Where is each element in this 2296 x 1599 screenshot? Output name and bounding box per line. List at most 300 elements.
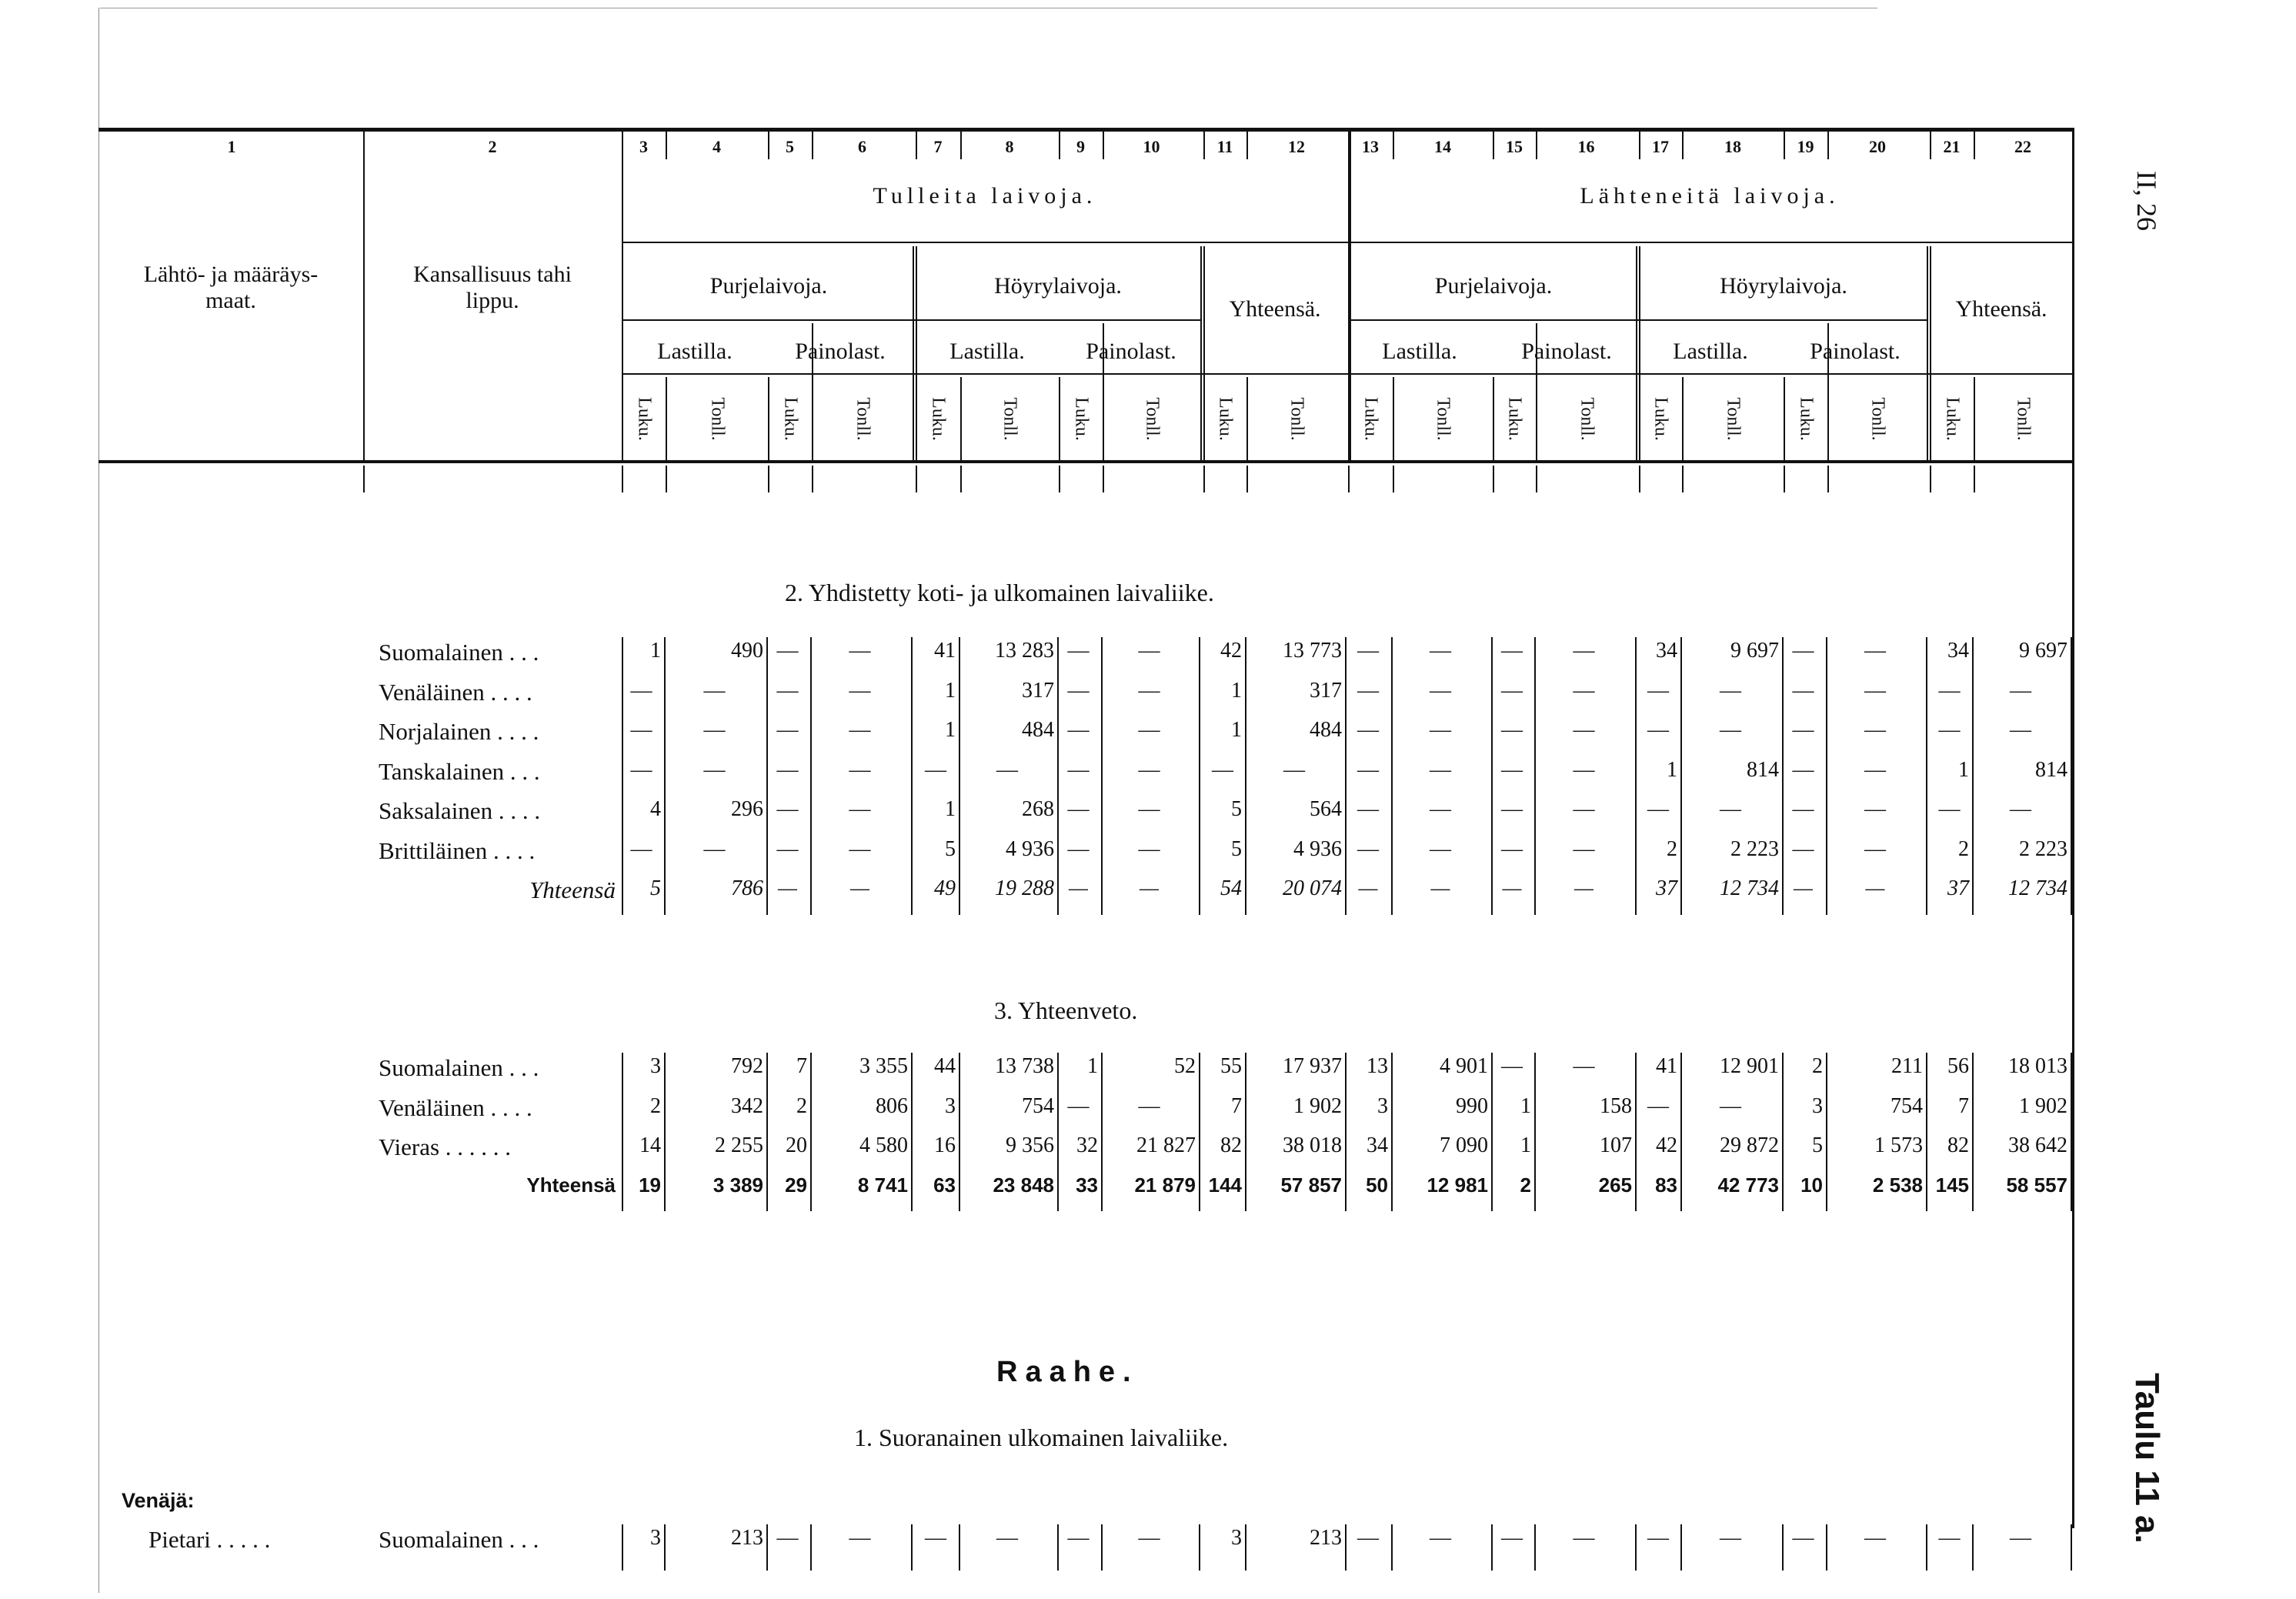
row-label: Vieras . . . . . .: [379, 1133, 512, 1160]
table-cell: —: [1067, 639, 1090, 663]
table-top-border: [98, 128, 2072, 132]
tons-label: Tonll.: [853, 397, 873, 441]
table-cell: —: [849, 836, 871, 861]
table-cell: —: [1720, 678, 1741, 703]
table-cell: 342: [731, 1093, 763, 1118]
cell-divider: [1199, 637, 1200, 677]
table-cell: —: [1573, 639, 1595, 663]
cell-divider: [1926, 677, 1927, 717]
table-cell: 56: [1947, 1054, 1969, 1078]
table-cell: 13 773: [1283, 639, 1342, 663]
cell-divider: [1926, 637, 1927, 677]
col-tick: [622, 466, 623, 492]
table-cell: —: [1430, 836, 1451, 861]
count-label: Luku.: [780, 397, 800, 441]
cell-divider: [1345, 875, 1347, 915]
col-divider: [960, 377, 962, 462]
table-cell: —: [1573, 797, 1595, 821]
table-cell: —: [1647, 797, 1669, 821]
table-right-border: [2072, 128, 2074, 1528]
col-divider: [768, 377, 769, 462]
table-cell: —: [1792, 678, 1814, 703]
table-cell: 213: [731, 1526, 763, 1550]
table-cell: 8 741: [857, 1173, 908, 1197]
table-cell: —: [778, 876, 797, 900]
cell-divider: [1199, 1093, 1200, 1133]
table-cell: —: [1865, 876, 1885, 900]
col-tick: [1682, 466, 1684, 492]
table-cell: —: [1573, 1054, 1595, 1078]
table-cell: 13: [1367, 1054, 1388, 1078]
header-loaded-sail-in: Lastilla.: [657, 339, 733, 364]
table-cell: 2: [650, 1093, 661, 1118]
table-cell: 41: [934, 639, 956, 663]
column-number: 11: [1216, 137, 1233, 156]
table-cell: 42 773: [1717, 1173, 1779, 1197]
table-cell: 3: [650, 1054, 661, 1078]
cell-divider: [1345, 677, 1347, 717]
col-tick: [1930, 466, 1931, 492]
row-label: Norjalainen . . . .: [379, 718, 539, 745]
table-cell: —: [849, 1526, 871, 1550]
table-cell: 4 936: [1006, 836, 1054, 861]
table-cell: 213: [1310, 1526, 1342, 1550]
cell-divider: [1926, 1524, 1927, 1571]
table-cell: —: [849, 757, 871, 782]
table-cell: —: [925, 1526, 946, 1550]
count-label: Luku.: [1796, 397, 1816, 441]
table-cell: 268: [1022, 797, 1054, 821]
table-cell: —: [1501, 797, 1523, 821]
raahe-country: Venäjä:: [122, 1489, 195, 1512]
col-tick: [1103, 466, 1104, 492]
row-label: Suomalainen . . .: [379, 1054, 539, 1081]
table-cell: —: [1720, 1526, 1741, 1550]
cell-divider: [1635, 875, 1637, 915]
table-cell: —: [1067, 1093, 1090, 1118]
table-cell: 1: [945, 718, 956, 742]
table-cell: 2 223: [2019, 836, 2067, 861]
cell-divider: [1345, 756, 1347, 796]
col-tick: [666, 466, 667, 492]
table-cell: 4 936: [1293, 836, 1342, 861]
table-cell: —: [630, 678, 652, 703]
header-ballast-steam-in: Painolast.: [1086, 339, 1176, 364]
table-cell: 20 074: [1283, 876, 1342, 900]
table-cell: 7: [1231, 1093, 1242, 1118]
table-cell: —: [1502, 876, 1522, 900]
cell-divider: [911, 756, 913, 796]
col-divider: [1930, 246, 1931, 462]
table-cell: —: [849, 639, 871, 663]
table-cell: 12 901: [1720, 1054, 1779, 1078]
table-cell: —: [1792, 639, 1814, 663]
column-number: 3: [639, 137, 648, 156]
table-cell: —: [1938, 678, 1961, 703]
cell-divider: [911, 637, 913, 677]
section3-title: 3. Yhteenveto.: [994, 996, 1138, 1024]
table-cell: 1: [1520, 1133, 1531, 1157]
table-cell: 14: [639, 1133, 661, 1157]
table-cell: 3: [945, 1093, 956, 1118]
tons-label: Tonll.: [1867, 397, 1888, 441]
col-tick: [1393, 466, 1394, 492]
col-divider: [1059, 377, 1060, 462]
table-cell: 490: [731, 639, 763, 663]
table-cell: 29 872: [1720, 1133, 1779, 1157]
table-cell: 5: [1812, 1133, 1823, 1157]
table-cell: 12 734: [2008, 876, 2067, 900]
table-cell: 3 355: [859, 1054, 908, 1078]
table-cell: 990: [1456, 1093, 1488, 1118]
count-label: Luku.: [634, 397, 654, 441]
count-label: Luku.: [1650, 397, 1671, 441]
table-cell: —: [630, 836, 652, 861]
table-cell: —: [1864, 836, 1886, 861]
table-cell: —: [1792, 718, 1814, 742]
side-page-number: II, 26: [2131, 171, 2162, 231]
table-cell: 7: [1958, 1093, 1969, 1118]
table-cell: 2: [1958, 836, 1969, 861]
table-cell: 814: [1747, 757, 1779, 782]
table-cell: 1: [1958, 757, 1969, 782]
header-rule-2: [622, 319, 1200, 321]
table-cell: —: [1501, 678, 1523, 703]
header-steam-out: Höyrylaivoja.: [1720, 273, 1847, 299]
header-sail-out: Purjelaivoja.: [1434, 273, 1553, 299]
table-cell: —: [1357, 836, 1379, 861]
count-label: Luku.: [1942, 397, 1962, 441]
table-cell: —: [1357, 797, 1379, 821]
col-tick: [1246, 466, 1248, 492]
table-cell: 63: [933, 1173, 956, 1197]
table-cell: 814: [2035, 757, 2067, 782]
count-label: Luku.: [1215, 397, 1236, 441]
table-cell: 1: [1667, 757, 1677, 782]
raahe-subtitle: 1. Suoranainen ulkomainen laivaliike.: [854, 1424, 1229, 1451]
cell-divider: [622, 677, 623, 717]
column-number: 18: [1724, 137, 1741, 156]
cell-divider: [911, 1524, 913, 1571]
tons-label: Tonll.: [999, 397, 1020, 441]
header-sail-in: Purjelaivoja.: [709, 273, 828, 299]
table-cell: 3: [1231, 1526, 1242, 1550]
table-cell: —: [849, 718, 871, 742]
table-cell: —: [1430, 876, 1450, 900]
table-cell: 49: [934, 876, 956, 900]
cell-divider: [1635, 1053, 1637, 1093]
header-loaded-steam-out: Lastilla.: [1673, 339, 1748, 364]
table-cell: —: [2010, 797, 2031, 821]
column-number: 8: [1005, 137, 1014, 156]
cell-divider: [1199, 1132, 1200, 1172]
table-cell: 10: [1800, 1173, 1823, 1197]
table-cell: —: [849, 678, 871, 703]
raahe-place: Pietari . . . . .: [149, 1526, 271, 1553]
table-cell: 211: [1891, 1054, 1923, 1078]
row-label: Brittiläinen . . . .: [379, 836, 536, 864]
cell-divider: [1345, 1093, 1347, 1133]
cell-divider: [622, 1524, 623, 1571]
cell-divider: [2071, 1093, 2072, 1133]
cell-divider: [2071, 1053, 2072, 1093]
table-cell: 107: [1600, 1133, 1632, 1157]
col-divider: [1493, 377, 1494, 462]
column-number: 9: [1076, 137, 1085, 156]
col-tick: [1059, 466, 1060, 492]
tons-label: Tonll.: [707, 397, 727, 441]
table-cell: 1: [1231, 678, 1242, 703]
cell-divider: [622, 756, 623, 796]
col-tick: [768, 466, 769, 492]
col-tick: [812, 466, 813, 492]
cell-divider: [2071, 836, 2072, 876]
table-cell: —: [1720, 797, 1741, 821]
table-cell: 1: [945, 797, 956, 821]
table-cell: 1: [1520, 1093, 1531, 1118]
table-cell: 9 697: [2019, 639, 2067, 663]
table-cell: 144: [1208, 1173, 1242, 1197]
page-left-rule: [98, 8, 99, 1593]
table-cell: —: [1067, 797, 1090, 821]
cell-divider: [1926, 836, 1927, 876]
column-number: 13: [1362, 137, 1379, 156]
cell-divider: [1926, 796, 1927, 836]
cell-divider: [1926, 1172, 1927, 1212]
cell-divider: [622, 716, 623, 756]
column-number: 6: [858, 137, 866, 156]
side-table-label: Taulu 11 a.: [2128, 1373, 2166, 1544]
table-cell: 7 090: [1440, 1133, 1488, 1157]
table-cell: —: [1794, 876, 1813, 900]
header-total-out: Yhteensä.: [1955, 296, 2047, 322]
table-header-bottom-border: [98, 460, 2072, 463]
header-total-in: Yhteensä.: [1229, 296, 1321, 322]
table-cell: —: [776, 678, 799, 703]
table-cell: —: [1138, 757, 1160, 782]
table-cell: —: [1430, 678, 1451, 703]
row-label: Yhteensä: [529, 876, 616, 903]
column-number: 19: [1797, 137, 1814, 156]
table-cell: —: [1357, 678, 1379, 703]
table-cell: 4 580: [859, 1133, 908, 1157]
cell-divider: [911, 1172, 913, 1212]
col-tick: [1784, 466, 1785, 492]
table-cell: —: [1938, 797, 1961, 821]
col-divider: [1203, 246, 1205, 462]
table-cell: 3 389: [712, 1173, 763, 1197]
table-cell: —: [1647, 1093, 1669, 1118]
header-rule-3: [1348, 319, 1927, 321]
table-cell: 50: [1366, 1173, 1388, 1197]
table-cell: 19 288: [995, 876, 1054, 900]
cell-divider: [1199, 836, 1200, 876]
cell-divider: [1199, 1172, 1200, 1212]
section2-title: 2. Yhdistetty koti- ja ulkomainen laivaliike.: [785, 579, 1214, 606]
table-cell: —: [1647, 718, 1669, 742]
table-cell: 82: [1947, 1133, 1969, 1157]
row-label: Venäläinen . . . .: [379, 678, 532, 706]
table-cell: —: [776, 797, 799, 821]
table-cell: 5: [945, 836, 956, 861]
header-outgoing: Lähteneitä laivoja.: [1580, 183, 1840, 209]
table-cell: —: [1138, 678, 1160, 703]
table-cell: 3: [650, 1526, 661, 1550]
table-cell: 317: [1310, 678, 1342, 703]
table-cell: —: [1283, 757, 1305, 782]
table-cell: —: [1138, 797, 1160, 821]
cell-divider: [1926, 756, 1927, 796]
cell-divider: [1635, 796, 1637, 836]
table-cell: 33: [1076, 1173, 1098, 1197]
table-cell: 58 557: [2006, 1173, 2067, 1197]
table-cell: 792: [731, 1054, 763, 1078]
tons-label: Tonll.: [1142, 397, 1162, 441]
table-cell: —: [1501, 1054, 1523, 1078]
tons-label: Tonll.: [1723, 397, 1744, 441]
table-cell: —: [1864, 797, 1886, 821]
cell-divider: [1635, 716, 1637, 756]
table-cell: —: [1501, 639, 1523, 663]
table-cell: 7: [796, 1054, 807, 1078]
header-ballast-steam-out: Painolast.: [1810, 339, 1901, 364]
table-cell: 786: [731, 876, 763, 900]
table-cell: 265: [1598, 1173, 1632, 1197]
column-number: 7: [933, 137, 943, 156]
row-label: Suomalainen . . .: [379, 639, 539, 666]
cell-divider: [1345, 716, 1347, 756]
table-cell: 38 018: [1283, 1133, 1342, 1157]
table-cell: —: [1720, 1093, 1741, 1118]
cell-divider: [1635, 836, 1637, 876]
table-cell: 2: [796, 1093, 807, 1118]
table-cell: —: [1501, 836, 1523, 861]
header-rule-1: [622, 242, 2074, 243]
table-cell: —: [1067, 718, 1090, 742]
cell-divider: [911, 875, 913, 915]
table-cell: —: [1430, 718, 1451, 742]
table-cell: —: [1573, 718, 1595, 742]
cell-divider: [2071, 637, 2072, 677]
cell-divider: [622, 1172, 623, 1212]
cell-divider: [2071, 1172, 2072, 1212]
table-cell: —: [2010, 678, 2031, 703]
table-cell: 20: [786, 1133, 807, 1157]
cell-divider: [2071, 1524, 2072, 1571]
table-cell: —: [996, 1526, 1018, 1550]
table-cell: 296: [731, 797, 763, 821]
table-cell: 19: [639, 1173, 661, 1197]
table-cell: —: [776, 1526, 799, 1550]
header-steam-in: Höyrylaivoja.: [994, 273, 1122, 299]
table-cell: —: [776, 639, 799, 663]
column-number: 14: [1434, 137, 1451, 156]
table-cell: 5: [1231, 836, 1242, 861]
table-cell: 1 902: [1293, 1093, 1342, 1118]
cell-divider: [911, 1093, 913, 1133]
cell-divider: [1926, 716, 1927, 756]
table-cell: 83: [1655, 1173, 1677, 1197]
table-cell: 16: [934, 1133, 956, 1157]
table-cell: 42: [1656, 1133, 1677, 1157]
table-cell: —: [703, 678, 726, 703]
table-cell: —: [1138, 639, 1160, 663]
column-number: 20: [1869, 137, 1886, 156]
cell-divider: [1345, 1053, 1347, 1093]
cell-divider: [1926, 1053, 1927, 1093]
table-cell: —: [1574, 876, 1594, 900]
cell-divider: [622, 836, 623, 876]
cell-divider: [622, 796, 623, 836]
cell-divider: [1926, 875, 1927, 915]
table-cell: 9 697: [1730, 639, 1779, 663]
table-cell: —: [776, 836, 799, 861]
table-cell: —: [1357, 757, 1379, 782]
table-cell: 2: [1667, 836, 1677, 861]
tons-label: Tonll.: [2013, 397, 2034, 441]
cell-divider: [2071, 716, 2072, 756]
table-cell: —: [1864, 718, 1886, 742]
table-cell: 484: [1022, 718, 1054, 742]
table-cell: —: [1067, 1526, 1090, 1550]
table-cell: —: [1138, 718, 1160, 742]
table-cell: —: [1647, 678, 1669, 703]
col-divider: [1974, 377, 1975, 462]
header-loaded-steam-in: Lastilla.: [949, 339, 1025, 364]
table-cell: 5: [650, 876, 661, 900]
cell-divider: [1635, 637, 1637, 677]
table-cell: 41: [1656, 1054, 1677, 1078]
table-cell: —: [1938, 718, 1961, 742]
table-cell: —: [1864, 678, 1886, 703]
cell-divider: [1345, 836, 1347, 876]
cell-divider: [1926, 1093, 1927, 1133]
cell-divider: [911, 1053, 913, 1093]
table-cell: 2 255: [715, 1133, 763, 1157]
table-cell: —: [703, 757, 726, 782]
cell-divider: [1199, 716, 1200, 756]
column-number: 12: [1288, 137, 1305, 156]
header-incoming: Tulleita laivoja.: [873, 183, 1097, 209]
table-cell: 4: [650, 797, 661, 821]
cell-divider: [622, 1132, 623, 1172]
table-cell: —: [703, 836, 726, 861]
cell-divider: [1199, 796, 1200, 836]
table-cell: —: [1212, 757, 1233, 782]
table-cell: 34: [1656, 639, 1677, 663]
column-number: 22: [2014, 137, 2031, 156]
col-divider: [1784, 377, 1785, 462]
cell-divider: [622, 875, 623, 915]
col-divider: [1393, 377, 1394, 462]
table-cell: 37: [1947, 876, 1969, 900]
table-cell: 2 223: [1730, 836, 1779, 861]
table-cell: —: [1430, 797, 1451, 821]
col-divider: [666, 377, 667, 462]
table-cell: —: [1357, 639, 1379, 663]
table-cell: —: [1792, 1526, 1814, 1550]
cell-divider: [1635, 1093, 1637, 1133]
table-cell: —: [1864, 639, 1886, 663]
cell-divider: [1199, 875, 1200, 915]
table-cell: 54: [1220, 876, 1242, 900]
table-cell: —: [630, 718, 652, 742]
col-tick: [916, 466, 917, 492]
table-cell: —: [1430, 639, 1451, 663]
column-number: 1: [227, 137, 236, 156]
tons-label: Tonll.: [1286, 397, 1307, 441]
column-number: 4: [712, 137, 721, 156]
